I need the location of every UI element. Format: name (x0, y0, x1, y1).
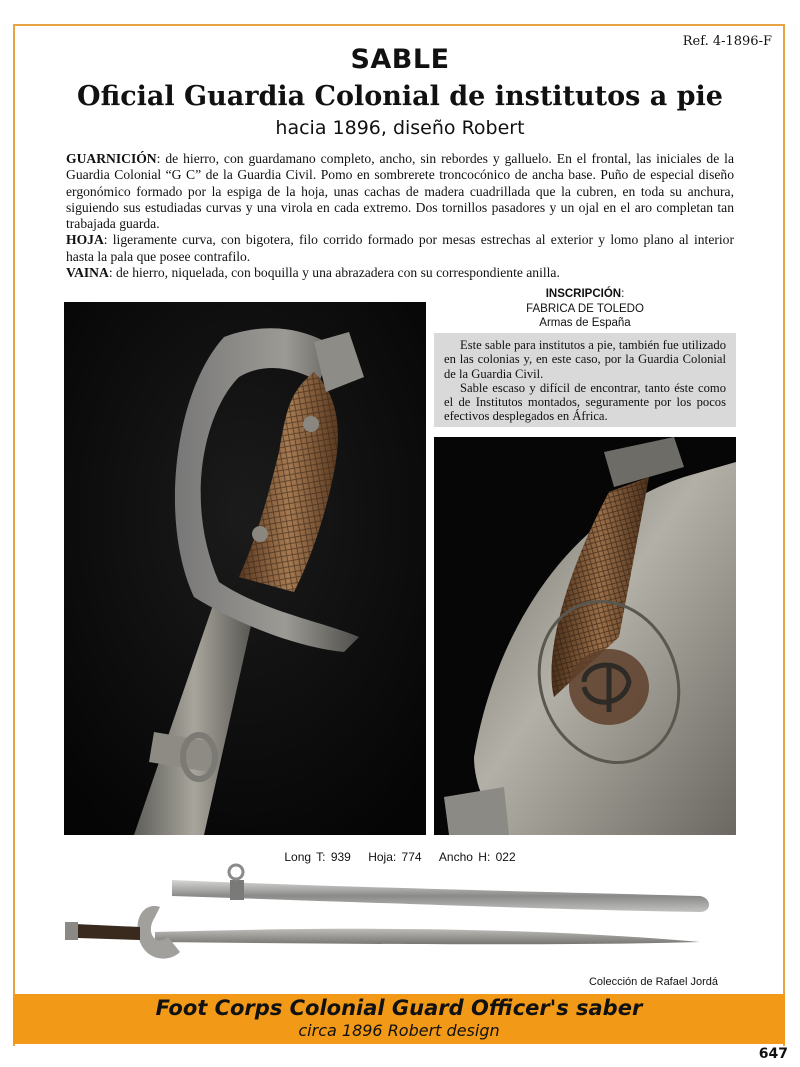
guarnicion-text: : de hierro, con guardamano completo, ancho, sin rebordes y galluelo. En el frontal, las iniciales de la Guardia Colonial “G C” de la Guardia Civil. Pomo en sombrerete troncocónico de ancha base. Puño de especial diseño ergonómico formado por la espiga de la hoja, unas cachas de madera cuadrillada que la cubren, en toda su anchura, siguiendo sus estudiadas curvas y una virola en cada extremo. Dos tornillos pasadores y un ojal en el aro completan tan trabajada guarda. (66, 151, 734, 232)
guarnicion-label: GUARNICIÓN (66, 151, 157, 166)
guard-width: Ancho H: 022 (438, 850, 516, 864)
note-box (434, 333, 736, 427)
reference-number: Ref. 4-1896-F (682, 34, 772, 49)
inscription-line-1: FABRICA DE TOLEDO (526, 302, 644, 315)
vaina-label: VAINA (66, 265, 109, 281)
page-number: 647 (758, 1046, 788, 1062)
hilt-photo (64, 302, 426, 835)
inscription-heading-colon: : (621, 288, 625, 300)
guarnicion-paragraph (66, 151, 734, 232)
inscription-block (434, 287, 736, 331)
date-line: hacia 1896, diseño Robert (275, 117, 525, 139)
note-paragraph-2: Sable escaso y difícil de encontrar, tanto éste como el de Institutos montados, seguramente por los pocos efectivos desplegados en África. (444, 380, 726, 424)
inscription-heading (434, 287, 736, 302)
hoja-paragraph (66, 232, 734, 265)
inscription-line-2: Armas de España (539, 317, 631, 329)
english-title-banner (13, 994, 785, 1044)
collection-credit: Colección de Rafael Jordá (588, 976, 718, 988)
blade-length: Hoja: 774 (368, 850, 422, 864)
full-saber-photo (60, 862, 720, 972)
vaina-text: : de hierro, niquelada, con boquilla y una abrazadera con su correspondiente anilla. (108, 265, 560, 281)
vaina-paragraph (66, 265, 734, 281)
hoja-text: : ligeramente curva, con bigotera, filo corrido formado por mesas estrechas al exterior y lomo plano al interior hasta la pala que posee contrafilo. (66, 232, 734, 264)
inscription-heading-text: INSCRIPCIÓN (545, 288, 622, 300)
total-length: Long T: 939 (284, 850, 351, 864)
hoja-label: HOJA (66, 232, 104, 248)
page-title: SABLE (350, 44, 450, 75)
guard-monogram-photo (434, 437, 736, 835)
note-paragraph-1: Este sable para institutos a pie, también fue utilizado en las colonias y, en este caso, por la Guardia Colonial de la Guardia Civil. (444, 338, 726, 381)
english-title: Foot Corps Colonial Guard Officer's saber (155, 996, 643, 1020)
english-subtitle: circa 1896 Robert design (298, 1021, 500, 1040)
description-block (66, 151, 734, 281)
page-subtitle: Oficial Guardia Colonial de institutos a pie (77, 81, 723, 112)
